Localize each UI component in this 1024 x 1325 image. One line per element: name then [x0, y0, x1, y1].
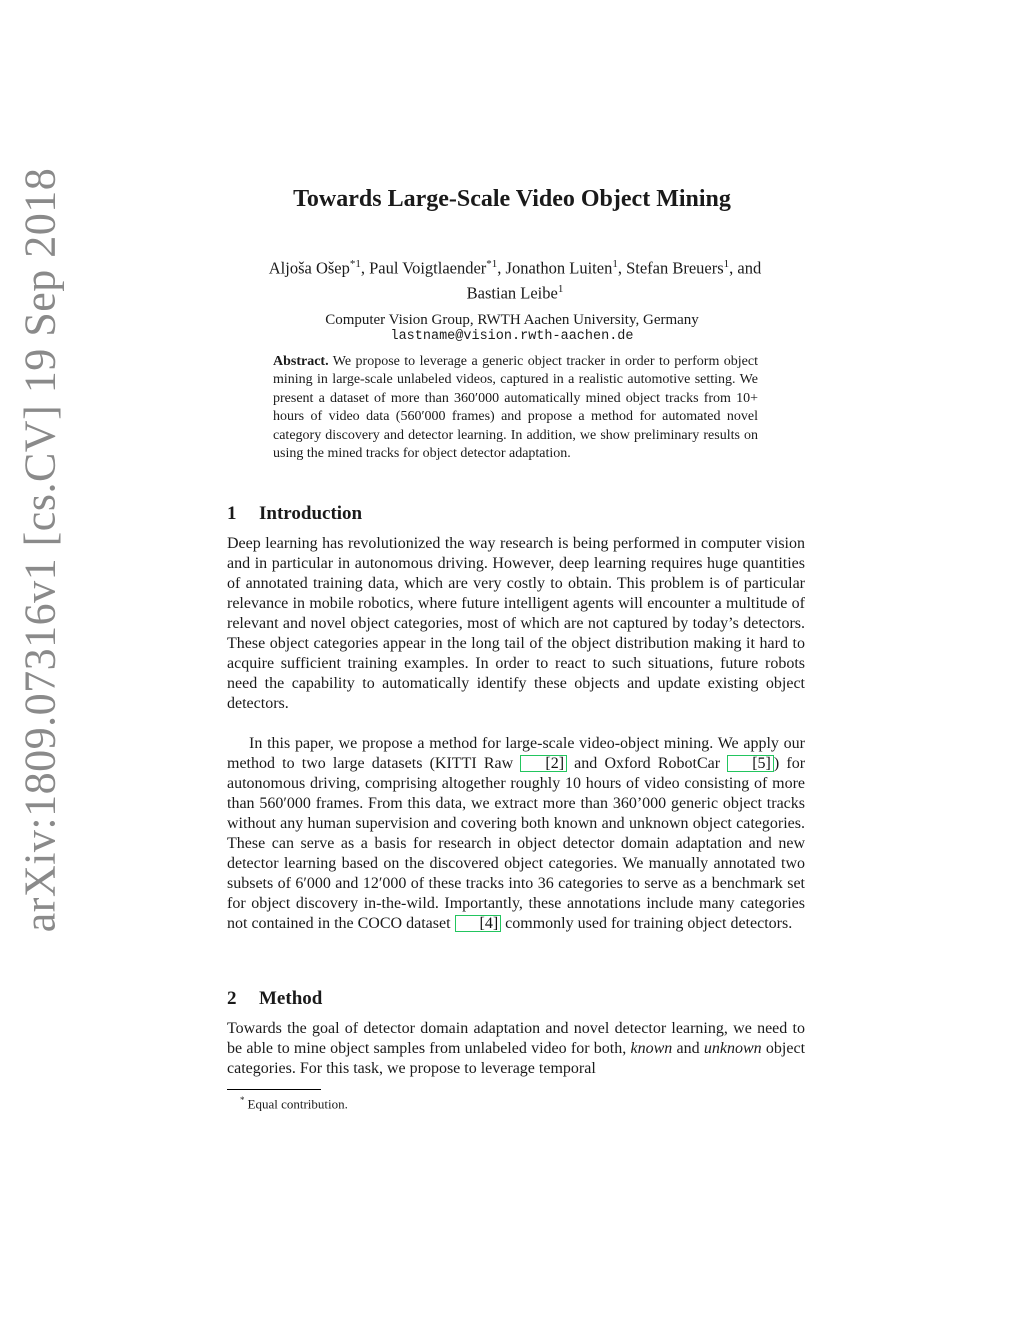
author-affiliation-mark: 1 — [557, 282, 564, 295]
footnote-divider — [227, 1089, 321, 1090]
paragraph-text: object categories. For this task, we propose to leverage temporal — [227, 1040, 806, 1077]
paper-title: Towards Large-Scale Video Object Mining — [293, 186, 731, 212]
abstract-label: Abstract. — [273, 354, 329, 369]
emphasis-known: known — [630, 1040, 673, 1057]
author-conjunction: and — [737, 258, 762, 278]
paragraph-text: ) for autonomous driving, comprising altogether roughly 10 hours of video consisting of more than 560′000 frames. From this data, we extract more than 360’000 generic object tracks without any human supervision and covering both known and unknown object categories. These can serve as a basis for research in object detector domain adaptation and new detector learning based on the discovered object categories. We manually annotated two subsets of 6′000 and 12′000 of these tracks into 36 categories to serve as a benchmark set for object discovery in-the-wild. Importantly, these annotations include many categories not contained in the COCO dataset — [227, 755, 806, 932]
intro-paragraph-2 — [227, 734, 805, 934]
author-affiliation-mark: *1 — [349, 258, 361, 270]
emphasis-unknown: unknown — [703, 1040, 762, 1057]
contact-email: lastname@vision.rwth-aachen.de — [390, 329, 634, 344]
author-affiliation-mark: 1 — [723, 258, 730, 270]
citation-link[interactable]: [2] — [520, 755, 567, 772]
method-paragraph-1 — [227, 1019, 805, 1079]
paragraph-text: and Oxford RobotCar — [567, 755, 728, 772]
section-heading-introduction — [227, 503, 362, 525]
section-title: Introduction — [259, 503, 363, 524]
intro-paragraph-1: Deep learning has revolutionized the way research is being performed in computer vision and in particular in autonomous driving. However, deep learning requires huge quantities of annotated training data, which are very costly to obtain. This problem is of particular relevance in mobile robotics, where future intelligent agents will encounter a multitude of relevant and novel object categories, most of which are not captured by today’s detectors. These object categories appear in the long tail of the object distribution making it hard to acquire sufficient training examples. In order to react to such situations, future robots need the capability to automatically identify these objects and update existing object detectors. — [227, 535, 805, 712]
author-name: Paul Voigtlaender — [369, 258, 487, 278]
author-affiliation-mark: *1 — [486, 258, 498, 270]
paragraph-text: Towards the goal of detector domain adaptation and novel detector learning, we need to be able to mine object samples from unlabeled video for both, — [227, 1020, 805, 1057]
citation-link[interactable]: [5] — [727, 755, 774, 772]
paragraph-text: In this paper, we propose a method for large-scale video-object mining. We apply our method to two large datasets (KITTI Raw — [227, 735, 805, 772]
abstract-text: We propose to leverage a generic object tracker in order to perform object mining in large-scale unlabeled videos, captured in a realistic automotive setting. We present a dataset of more than 360′000 automatically mined object tracks from 10+ hours of video data (560′000 frames) and propose a method for automated novel category discovery and detector learning. In addition, we show preliminary results on using the mined tracks for object detector adaptation. — [273, 354, 759, 462]
author-name: Jonathon Luiten — [505, 258, 613, 278]
paragraph-text: and — [672, 1040, 704, 1057]
citation-link[interactable]: [4] — [455, 915, 502, 932]
abstract — [273, 353, 758, 463]
arxiv-sidebar-stamp — [10, 140, 70, 960]
author-name: Stefan Breuers — [626, 258, 724, 278]
section-number: 2 — [227, 988, 237, 1009]
affiliation: Computer Vision Group, RWTH Aachen University, Germany — [325, 312, 699, 328]
author-name: Bastian Leibe — [466, 283, 558, 302]
section-number: 1 — [227, 503, 237, 524]
footnote — [240, 1095, 348, 1112]
author-list: Aljoša Ošep$^{*1}$, Paul Voigtlaender$^{*1}$, Jonathon Luiten$^1$, Stefan Breuers$^1$, and Bastian Leibe$^1$ — [268, 258, 762, 302]
author-name: Aljoša Ošep — [268, 258, 350, 278]
paragraph-text: commonly used for training object detectors. — [501, 915, 793, 932]
arxiv-identifier: arXiv:1809.07316v1 [cs.CV] 19 Sep 2018 — [15, 167, 65, 933]
section-title: Method — [259, 988, 323, 1009]
author-affiliation-mark: 1 — [612, 258, 618, 270]
footnote-text: Equal contribution. — [247, 1096, 348, 1112]
section-heading-method — [227, 988, 322, 1010]
footnote-marker: * — [240, 1095, 245, 1105]
